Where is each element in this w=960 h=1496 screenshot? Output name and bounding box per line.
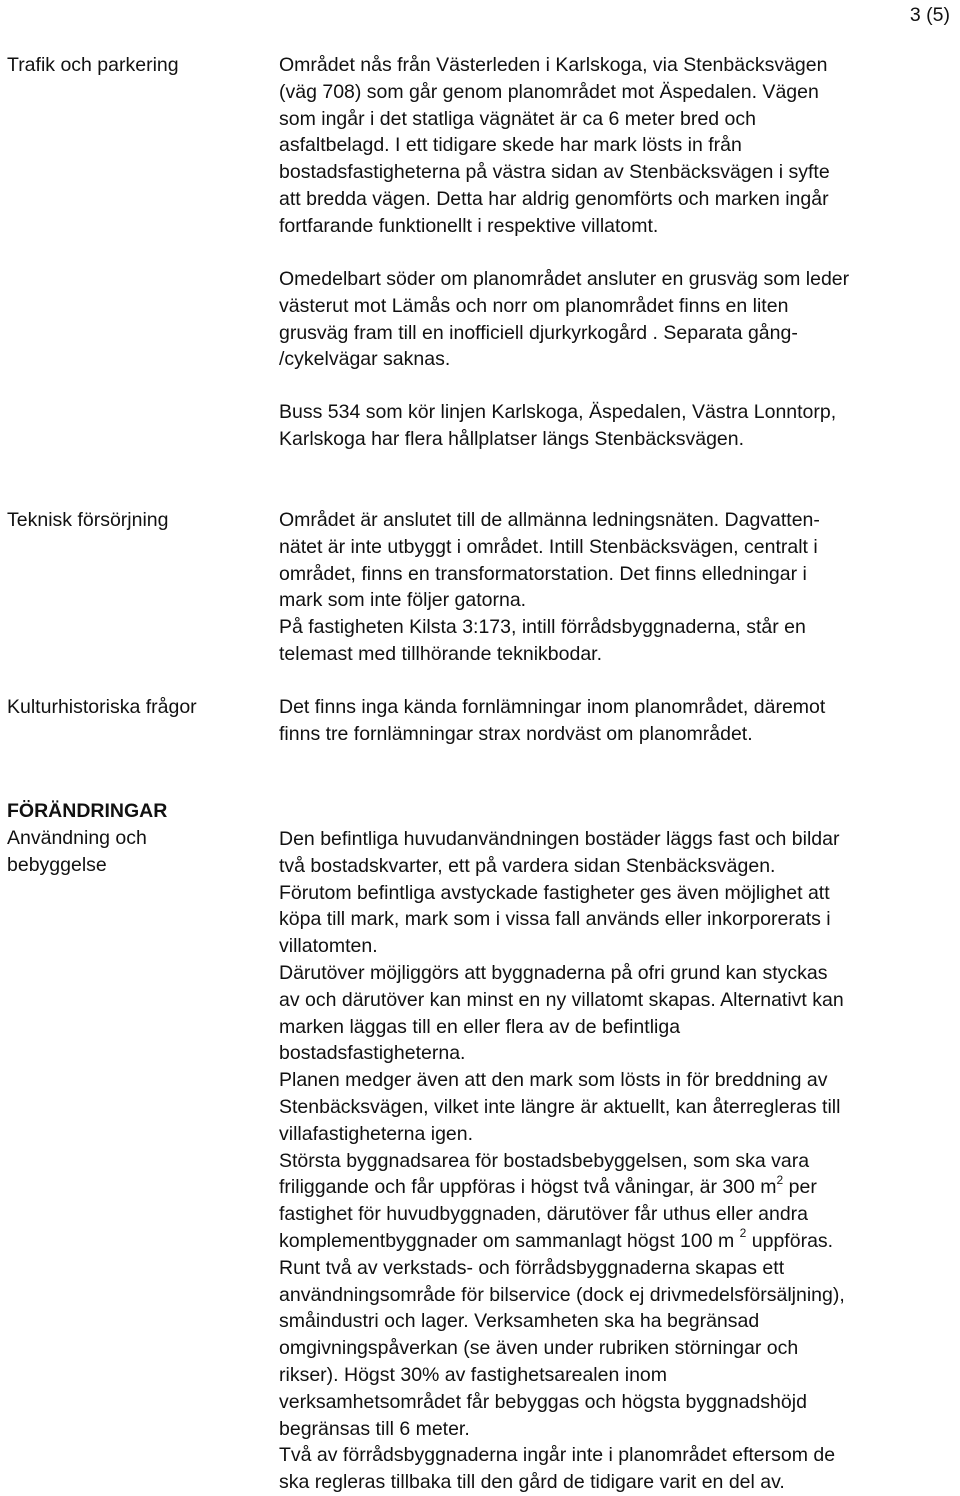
text-fragment: per (783, 1176, 817, 1199)
text-line: fastighet för huvudbyggnaden, därutöver får uthus eller andra (279, 1203, 809, 1226)
text-line: Buss 534 som kör linjen Karlskoga, Äspedalen, Västra Lonntorp, (279, 401, 837, 423)
text-line: bostadsfastigheterna. (279, 1042, 466, 1065)
text-fragment: uppföras. (746, 1229, 834, 1252)
heading-kulturhistoriska-fragor: Kulturhistoriska frågor (7, 696, 197, 718)
page-number: 3 (5) (909, 4, 950, 26)
superscript: 2 (776, 1172, 784, 1187)
text-line: rikser). Högst 30% av fastighetsarealen inom (279, 1363, 668, 1386)
text-line: av och därutöver kan minst en ny villatomt skapas. Alternativt kan (279, 988, 844, 1011)
text-line: Därutöver möjliggörs att byggnaderna på ofri grund kan styckas (279, 961, 828, 984)
text-line (279, 1228, 959, 1255)
subheading-line: Användning och (7, 826, 147, 849)
text-line: användningsområde för bilservice (dock ej drivmedelsförsäljning), (279, 1283, 845, 1306)
text-line: /cykelvägar saknas. (279, 348, 451, 371)
forandringar-paragraph (279, 826, 959, 1496)
text-line: (väg 708) som går genom planområdet mot Äspedalen. Vägen (279, 80, 819, 103)
teknisk-paragraph (279, 507, 959, 668)
heading-trafik-och-parkering: Trafik och parkering (7, 54, 179, 76)
text-line: telemast med tillhörande teknikbodar. (279, 642, 603, 665)
text-line: fortfarande funktionellt i respektive villatomt. (279, 214, 659, 237)
text-line: Området är anslutet till de allmänna ledningsnäten. Dagvatten- (279, 509, 820, 531)
text-line: Största byggnadsarea för bostadsbebyggelsen, som ska vara (279, 1149, 810, 1172)
trafik-paragraph-2 (279, 266, 959, 373)
text-line: att bredda vägen. Detta har aldrig genomförts och marken ingår (279, 187, 829, 210)
kultur-paragraph (279, 694, 959, 748)
text-line: Omedelbart söder om planområdet ansluter en grusväg som leder (279, 268, 850, 290)
text-line: villafastigheterna igen. (279, 1122, 474, 1145)
text-line: två bostadskvarter, ett på vardera sidan Stenbäcksvägen. (279, 854, 776, 877)
text-line: verksamhetsområdet får bebyggas och högsta byggnadshöjd (279, 1390, 807, 1413)
text-line: Det finns inga kända fornlämningar inom planområdet, däremot (279, 696, 826, 718)
section-title-forandringar: FÖRÄNDRINGAR (7, 800, 168, 822)
text-line: Runt två av verkstads- och förrådsbyggnaderna skapas ett (279, 1256, 785, 1279)
text-line: begränsas till 6 meter. (279, 1417, 470, 1440)
trafik-paragraph-1 (279, 52, 959, 240)
text-line: Området nås från Västerleden i Karlskoga, via Stenbäcksvägen (279, 54, 828, 76)
text-fragment: komplementbyggnader om sammanlagt högst 100 m (279, 1229, 740, 1252)
heading-forandringar (7, 798, 262, 878)
text-line: finns tre fornlämningar strax nordväst om planområdet. (279, 722, 753, 745)
text-line: bostadsfastigheterna på västra sidan av Stenbäcksvägen i syfte (279, 161, 830, 184)
text-line: grusväg fram till en inofficiell djurkyrkogård . Separata gång- (279, 321, 798, 344)
text-line: asfaltbelagd. I ett tidigare skede har mark lösts in från (279, 134, 742, 157)
text-line: Två av förrådsbyggnaderna ingår inte i planområdet eftersom de (279, 1444, 836, 1467)
heading-teknisk-forsorjning: Teknisk försörjning (7, 509, 169, 531)
text-line: Förutom befintliga avstyckade fastigheter ges även möjlighet att (279, 881, 830, 904)
text-line: Planen medger även att den mark som lösts in för breddning av (279, 1069, 828, 1092)
text-line: ska regleras tillbaka till den gård de tidigare varit en del av. (279, 1471, 785, 1494)
text-line: Den befintliga huvudanvändningen bostäder läggs fast och bildar (279, 828, 840, 850)
superscript: 2 (739, 1226, 747, 1241)
text-line: marken läggas till en eller flera av de befintliga (279, 1015, 681, 1038)
text-line: mark som inte följer gatorna. (279, 589, 527, 612)
text-line: omgivningspåverkan (se även under rubriken störningar och (279, 1337, 799, 1360)
text-line: västerut mot Lämås och norr om planområdet finns en liten (279, 294, 789, 317)
text-line: området, finns en transformatorstation. Det finns elledningar i (279, 562, 807, 585)
text-line: nätet är inte utbyggt i området. Intill Stenbäcksvägen, centralt i (279, 535, 818, 558)
trafik-paragraph-3 (279, 399, 959, 453)
text-line: som ingår i det statliga vägnätet är ca 6 meter bred och (279, 107, 756, 130)
text-line: På fastigheten Kilsta 3:173, intill förrådsbyggnaderna, står en (279, 616, 806, 639)
text-fragment: friliggande och får uppföras i högst två våningar, är 300 m (279, 1176, 777, 1199)
text-line: villatomten. (279, 935, 378, 958)
text-line: småindustri och lager. Verksamheten ska ha begränsad (279, 1310, 760, 1333)
text-line: Karlskoga har flera hållplatser längs Stenbäcksvägen. (279, 427, 745, 450)
text-line (279, 1174, 959, 1201)
text-line: köpa till mark, mark som i vissa fall används eller inkorporerats i (279, 908, 831, 931)
subheading-line: bebyggelse (7, 853, 107, 876)
text-line: Stenbäcksvägen, vilket inte längre är aktuellt, kan återregleras till (279, 1095, 841, 1118)
